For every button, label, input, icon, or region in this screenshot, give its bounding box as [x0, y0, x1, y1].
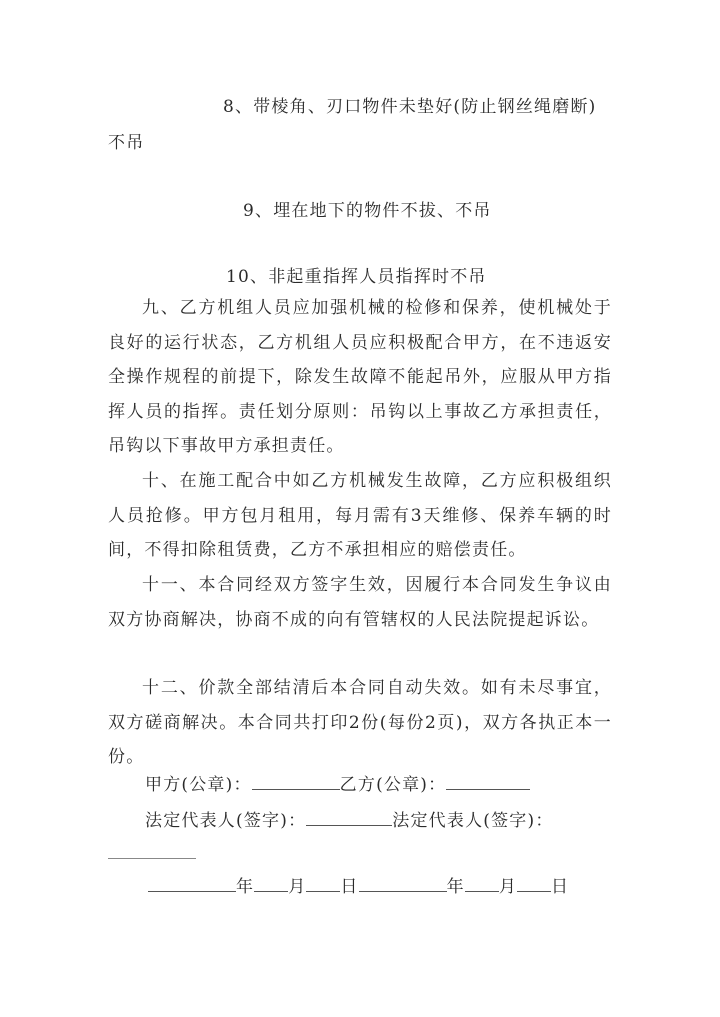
representative-line [145, 811, 554, 831]
party-b-seal-blank [446, 775, 530, 790]
party-b-seal-label: 乙方(公章)： [339, 775, 447, 795]
date-a-month: 月 [288, 877, 307, 897]
date-b-day-blank [517, 877, 551, 892]
clause-9: 九、乙方机组人员应加强机械的检修和保养，使机械处于良好的运行状态，乙方机组人员应积极配合甲方，在不违返安全操作规程的前提下，除发生故障不能起吊外，应服从甲方指挥人员的指挥。责任划分原则：吊钩以上事故乙方承担责任，吊钩以下事故甲方承担责任。 [108, 298, 612, 456]
clause-11: 十一、本合同经双方签字生效，因履行本合同发生争议由双方协商解决，协商不成的向有管辖权的人民法院提起诉讼。 [108, 575, 612, 630]
date-b-day: 日 [551, 877, 570, 897]
date-a-day-blank [306, 877, 340, 892]
date-line [148, 877, 569, 897]
party-a-rep-label: 法定代表人(签字)： [145, 811, 307, 831]
clause-12: 十二、价款全部结清后本合同自动失效。如有未尽事宜，双方磋商解决。本合同共打印2份(每份2页)，双方各执正本一份。 [108, 678, 612, 767]
party-b-rep-label: 法定代表人(签字)： [392, 811, 554, 831]
item-9: 9、埋在地下的物件不拔、不吊 [243, 201, 492, 221]
date-a-year: 年 [236, 877, 255, 897]
date-a-month-blank [254, 877, 288, 892]
party-a-seal-label: 甲方(公章)： [145, 775, 252, 795]
date-a-day: 日 [340, 877, 359, 897]
item-8-line-1: 8、带棱角、刃口物件未垫好(防止钢丝绳磨断) [223, 97, 597, 117]
date-b-year: 年 [446, 877, 465, 897]
date-b-month: 月 [498, 877, 518, 897]
party-b-rep-blank [108, 858, 196, 859]
date-b-year-blank [359, 877, 447, 892]
date-a-year-blank [148, 877, 236, 892]
seal-line [145, 775, 530, 795]
party-a-rep-blank [306, 811, 392, 826]
item-8-line-2: 不吊 [108, 133, 145, 153]
party-a-seal-blank [252, 775, 340, 790]
date-b-month-blank [465, 877, 499, 892]
item-10: 10、非起重指挥人员指挥时不吊 [226, 267, 487, 287]
clause-10: 十、在施工配合中如乙方机械发生故障，乙方应积极组织人员抢修。甲方包月租用，每月需有3天维修、保养车辆的时间，不得扣除租赁费，乙方不承担相应的赔偿责任。 [108, 471, 612, 560]
